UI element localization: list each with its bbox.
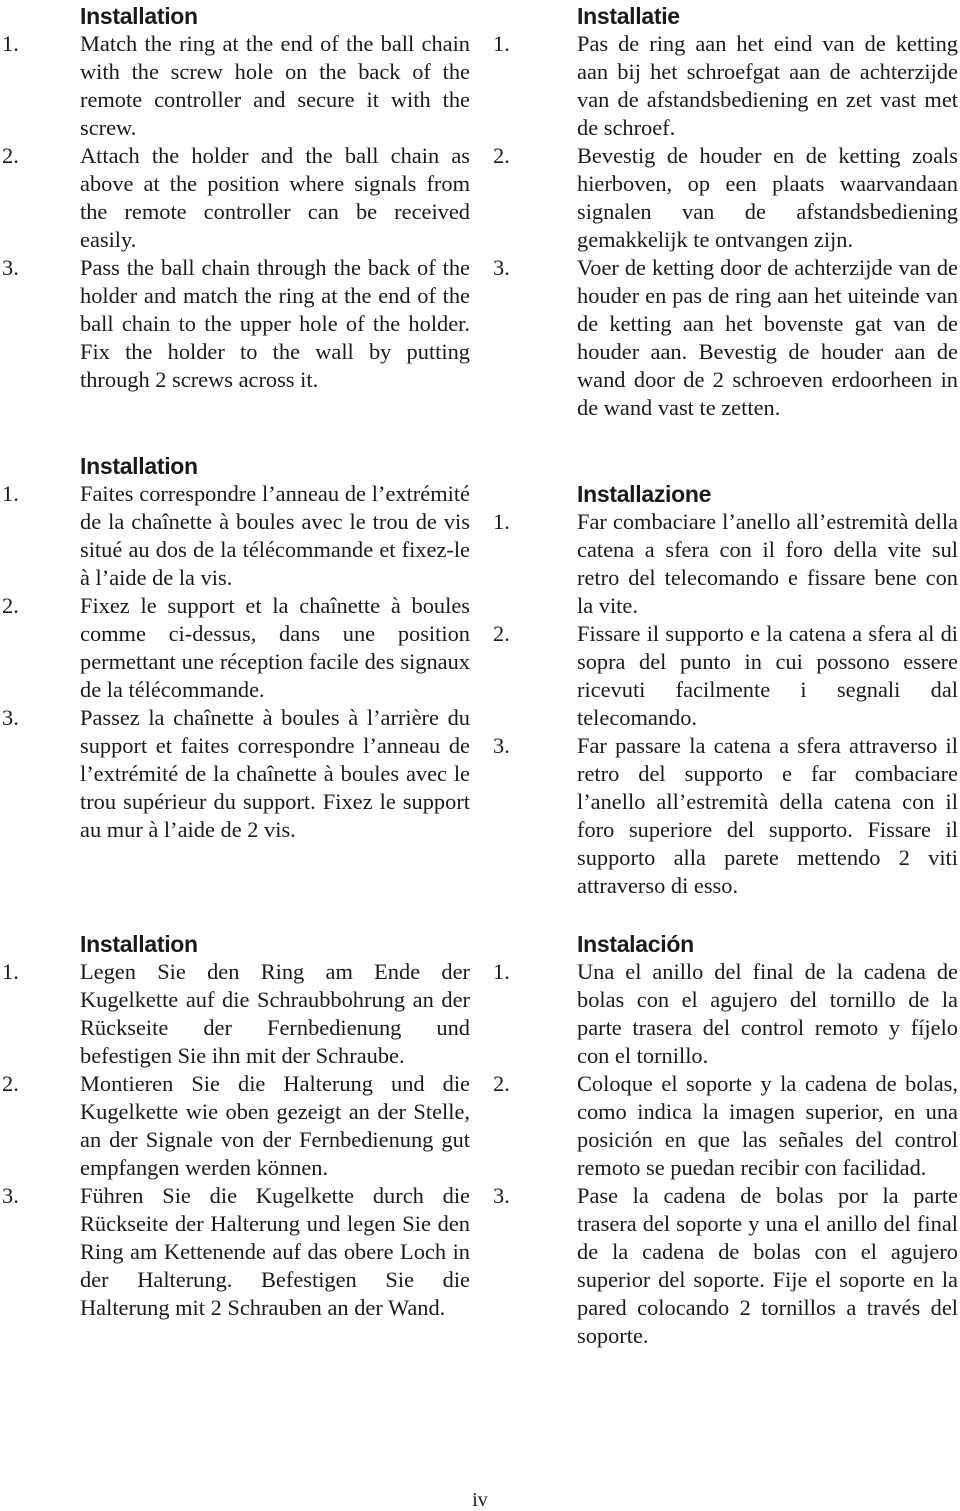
list-item <box>0 142 470 254</box>
step-text: Coloque el soporte y la cadena de bolas, como indica la imagen superior, en una posición en que las señales del control remoto se puedan recibir con facilidad. <box>577 1071 958 1180</box>
section-dutch <box>492 2 958 422</box>
section-title: Installazione <box>577 481 712 507</box>
list-item <box>0 254 470 394</box>
list-item <box>0 1182 470 1322</box>
step-text: Bevestig de houder en de ketting zoals hierboven, op een plaats waarvandaan signalen van de afstandsbediening gemakkelijk te ontvangen zijn. <box>577 143 958 252</box>
section-french <box>0 452 470 844</box>
step-number: 1. <box>2 959 19 984</box>
step-text: Far combaciare l’anello all’estremità della catena a sfera con il foro della vite sul retro del telecomando e fissare bene con la vite. <box>577 509 958 618</box>
step-number: 3. <box>493 733 510 758</box>
step-number: 3. <box>493 255 510 280</box>
list-item <box>492 508 958 620</box>
section-spanish <box>492 930 958 1350</box>
step-text: Führen Sie die Kugelkette durch die Rückseite der Halterung und legen Sie den Ring am Kettenende auf das obere Loch in der Halterung. Befestigen Sie die Halterung mit 2 Schrauben an der Wand. <box>80 1183 470 1320</box>
step-list <box>0 30 470 394</box>
list-item <box>492 620 958 732</box>
step-number: 3. <box>493 1183 510 1208</box>
step-list <box>492 508 958 900</box>
step-number: 2. <box>493 621 510 646</box>
step-text: Match the ring at the end of the ball chain with the screw hole on the back of the remote controller and secure it with the screw. <box>80 31 470 140</box>
list-item <box>492 732 958 900</box>
step-number: 1. <box>2 31 19 56</box>
section-title: Installation <box>80 931 198 957</box>
step-number: 3. <box>2 705 19 730</box>
step-list <box>492 30 958 422</box>
section-italian <box>492 480 958 900</box>
step-number: 2. <box>2 593 19 618</box>
step-text: Passez la chaînette à boules à l’arrière du support et faites correspondre l’anneau de l’extrémité de la chaînette à boules avec le trou supérieur du support. Fixez le support au mur à l’aide de 2 vis. <box>80 705 470 842</box>
step-number: 2. <box>2 143 19 168</box>
step-text: Fixez le support et la chaînette à boules comme ci-dessus, dans une position permettant une réception facile des signaux de la télécommande. <box>80 593 470 702</box>
section-english <box>0 2 470 394</box>
step-number: 3. <box>2 255 19 280</box>
list-item <box>0 480 470 592</box>
step-number: 2. <box>493 1071 510 1096</box>
step-text: Attach the holder and the ball chain as above at the position where signals from the remote controller can be received easily. <box>80 143 470 252</box>
list-item <box>492 254 958 422</box>
step-text: Faites correspondre l’anneau de l’extrémité de la chaînette à boules avec le trou de vis situé au dos de la télécommande et fixez-le à l’aide de la vis. <box>80 481 470 590</box>
step-list <box>0 480 470 844</box>
step-number: 2. <box>2 1071 19 1096</box>
list-item <box>492 30 958 142</box>
step-number: 3. <box>2 1183 19 1208</box>
step-list <box>0 958 470 1322</box>
page-number: iv <box>472 1489 488 1511</box>
section-title: Installatie <box>577 3 680 29</box>
section-title: Installation <box>80 453 198 479</box>
list-item <box>492 958 958 1070</box>
step-text: Far passare la catena a sfera attraverso il retro del supporto e far combaciare l’anello all’estremità della catena con il foro superiore del supporto. Fissare il supporto alla parete mettendo 2 viti attraverso di esso. <box>577 733 958 898</box>
list-item <box>0 30 470 142</box>
step-number: 1. <box>493 959 510 984</box>
step-text: Pas de ring aan het eind van de ketting aan bij het schroefgat aan de achterzijde van de afstandsbediening en zet vast met de schroef. <box>577 31 958 140</box>
section-title: Installation <box>80 3 198 29</box>
step-text: Fissare il supporto e la catena a sfera al di sopra del punto in cui possono essere ricevuti facilmente i segnali dal telecomando. <box>577 621 958 730</box>
step-number: 1. <box>493 31 510 56</box>
list-item <box>492 1070 958 1182</box>
step-list <box>492 958 958 1350</box>
list-item <box>0 704 470 844</box>
step-number: 1. <box>2 481 19 506</box>
section-title: Instalación <box>577 931 694 957</box>
step-number: 1. <box>493 509 510 534</box>
list-item <box>0 1070 470 1182</box>
list-item <box>0 958 470 1070</box>
step-text: Una el anillo del final de la cadena de bolas con el agujero del tornillo de la parte trasera del control remoto y fíjelo con el tornillo. <box>577 959 958 1068</box>
step-text: Montieren Sie die Halterung und die Kugelkette wie oben gezeigt an der Stelle, an der Signale von der Fernbedienung gut empfangen werden können. <box>80 1071 470 1180</box>
step-text: Pase la cadena de bolas por la parte trasera del soporte y una el anillo del final de la cadena de bolas con el agujero superior del soporte. Fije el soporte en la pared colocando 2 tornillos a través del soporte. <box>577 1183 958 1348</box>
step-number: 2. <box>493 143 510 168</box>
step-text: Voer de ketting door de achterzijde van de houder en pas de ring aan het uiteinde van de ketting aan het bovenste gat van de houder aan. Bevestig de houder aan de wand door de 2 schroeven erdoorheen in de wand vast te zetten. <box>577 255 958 420</box>
list-item <box>0 592 470 704</box>
step-text: Legen Sie den Ring am Ende der Kugelkette auf die Schraubbohrung an der Rückseite der Fernbedienung und befestigen Sie ihn mit der Schraube. <box>80 959 470 1068</box>
step-text: Pass the ball chain through the back of the holder and match the ring at the end of the ball chain to the upper hole of the holder. Fix the holder to the wall by putting through 2 screws across it. <box>80 255 470 392</box>
list-item <box>492 142 958 254</box>
list-item <box>492 1182 958 1350</box>
section-german <box>0 930 470 1322</box>
